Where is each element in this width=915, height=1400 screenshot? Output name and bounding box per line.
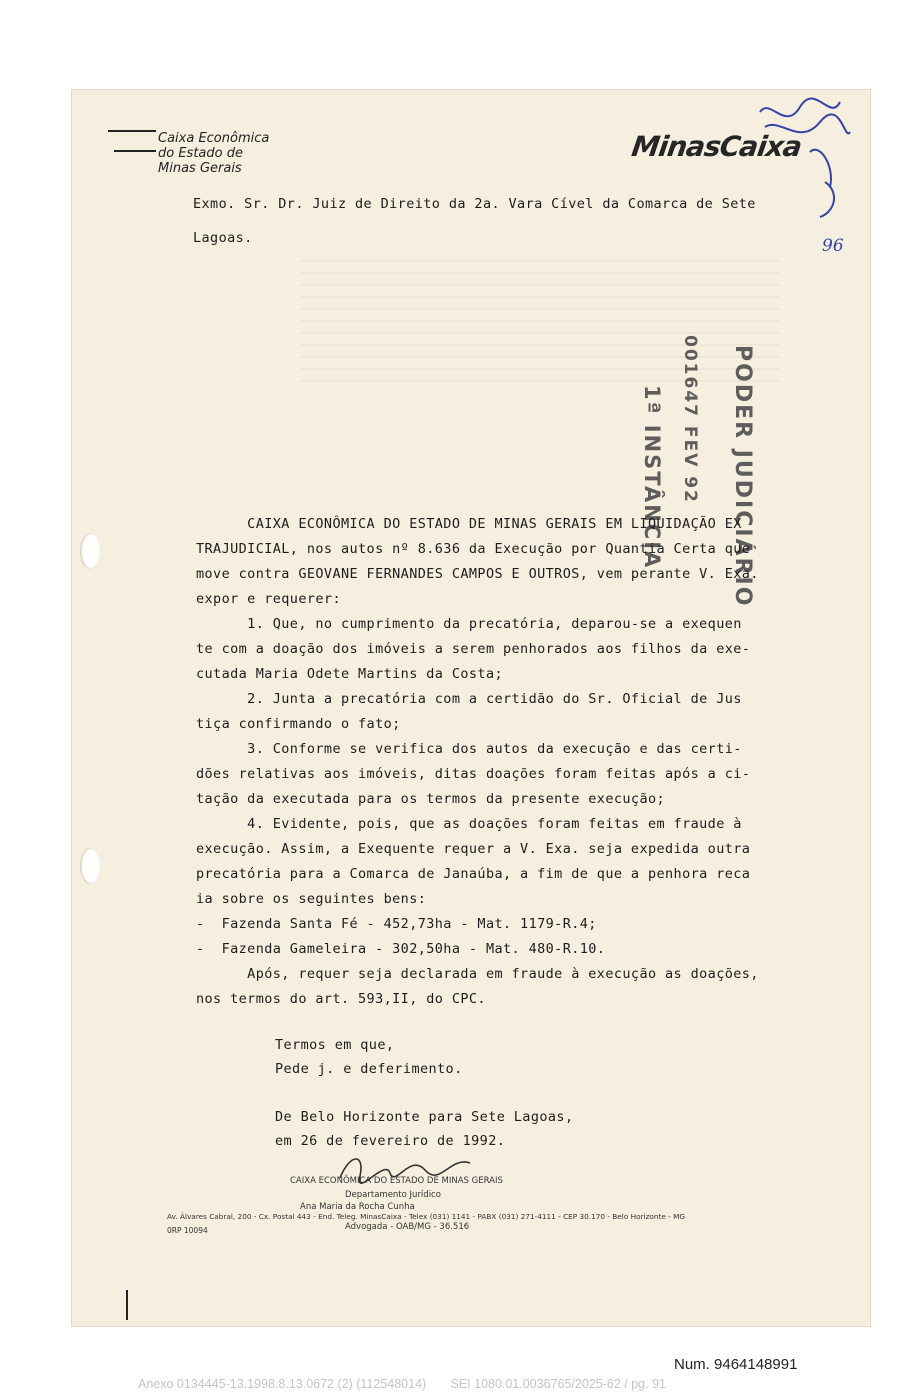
handwritten-scribble-icon — [740, 92, 860, 242]
date-line: em 26 de fevereiro de 1992. — [275, 1133, 506, 1149]
body-line: dões relativas aos imóveis, ditas doações foram feitas após a ci- — [196, 766, 751, 782]
addressee-line-2: Lagoas. — [193, 230, 253, 246]
body-line: 1. Que, no cumprimento da precatória, deparou-se a exequen — [196, 616, 742, 632]
show-through-text — [300, 250, 780, 390]
body-line: move contra GEOVANE FERNANDES CAMPOS E OUTROS, vem perante V. Exa. — [196, 566, 759, 582]
stamp-protocol-number: 001647 FEV 92 — [680, 335, 700, 504]
body-line: CAIXA ECONÔMICA DO ESTADO DE MINAS GERAIS EM LIQUIDAÇÃO EX — [196, 516, 742, 532]
signature-department: Departamento Jurídico — [345, 1190, 441, 1200]
body-line: tiça confirmando o fato; — [196, 716, 401, 732]
body-line: 2. Junta a precatória com a certidão do Sr. Oficial de Jus — [196, 691, 742, 707]
place-line: De Belo Horizonte para Sete Lagoas, — [275, 1109, 574, 1125]
body-line: ia sobre os seguintes bens: — [196, 891, 427, 907]
signature-oab: Advogada - OAB/MG - 36.516 — [345, 1222, 470, 1232]
institution-line-1: Caixa Econômica — [158, 131, 270, 146]
document-number: Num. 9464148991 — [674, 1356, 798, 1373]
closing-line-2: Pede j. e deferimento. — [275, 1061, 463, 1077]
institution-line-3: Minas Gerais — [158, 161, 242, 176]
brand-logo: MinasCaixa — [629, 130, 804, 163]
addressee-line-1: Exmo. Sr. Dr. Juiz de Direito da 2a. Vara Cível da Comarca de Sete — [193, 196, 756, 212]
stamp-instancia: 1ª INSTÂNCIA — [640, 385, 664, 570]
body-line: 4. Evidente, pois, que as doações foram feitas em fraude à — [196, 816, 742, 832]
footer-code: 0RP 10094 — [167, 1226, 208, 1235]
signature-org: CAIXA ECONÔMICA DO ESTADO DE MINAS GERAIS — [290, 1176, 503, 1186]
page-number-handwritten: 96 — [822, 236, 844, 256]
body-line: TRAJUDICIAL, nos autos nº 8.636 da Execução por Quantia Certa que — [196, 541, 751, 557]
body-line: execução. Assim, a Exequente requer a V. Exa. seja expedida outra — [196, 841, 751, 857]
closing-line-1: Termos em que, — [275, 1037, 395, 1053]
punch-hole-top — [80, 533, 100, 569]
body-line: 3. Conforme se verifica dos autos da execução e das certi- — [196, 741, 742, 757]
margin-mark — [126, 1290, 128, 1320]
body-line: - Fazenda Santa Fé - 452,73ha - Mat. 1179-R.4; — [196, 916, 597, 932]
petition-body — [196, 516, 759, 1016]
body-line: nos termos do art. 593,II, do CPC. — [196, 991, 486, 1007]
institution-line-2: do Estado de — [158, 146, 243, 161]
body-line: Após, requer seja declarada em fraude à execução as doações, — [196, 966, 759, 982]
body-line: cutada Maria Odete Martins da Costa; — [196, 666, 503, 682]
body-line: precatória para a Comarca de Janaúba, a fim de que a penhora reca — [196, 866, 751, 882]
annex-reference: Anexo 0134445-13.1998.8.13.0672 (2) (112548014) SEI 1080.01.0036765/2025-62 / pg. 91 — [138, 1377, 666, 1391]
body-line: - Fazenda Gameleira - 302,50ha - Mat. 480-R.10. — [196, 941, 606, 957]
punch-hole-bottom — [80, 848, 100, 884]
body-line: tação da executada para os termos da presente execução; — [196, 791, 666, 807]
body-line: te com a doação dos imóveis a serem penhorados aos filhos da exe- — [196, 641, 751, 657]
stamp-poder-judiciario: PODER JUDICIÁRIO — [730, 345, 755, 608]
institution-name — [158, 131, 269, 176]
signature-name: Ana Maria da Rocha Cunha — [300, 1202, 415, 1212]
footer-address: Av. Álvares Cabral, 200 - Cx. Postal 443 - End. Teleg. MinasCaixa - Telex (031) 1141 - PABX (031) 271-4111 - CEP 30.170 - Belo Horizonte - MG — [167, 1212, 686, 1221]
body-line: expor e requerer: — [196, 591, 341, 607]
